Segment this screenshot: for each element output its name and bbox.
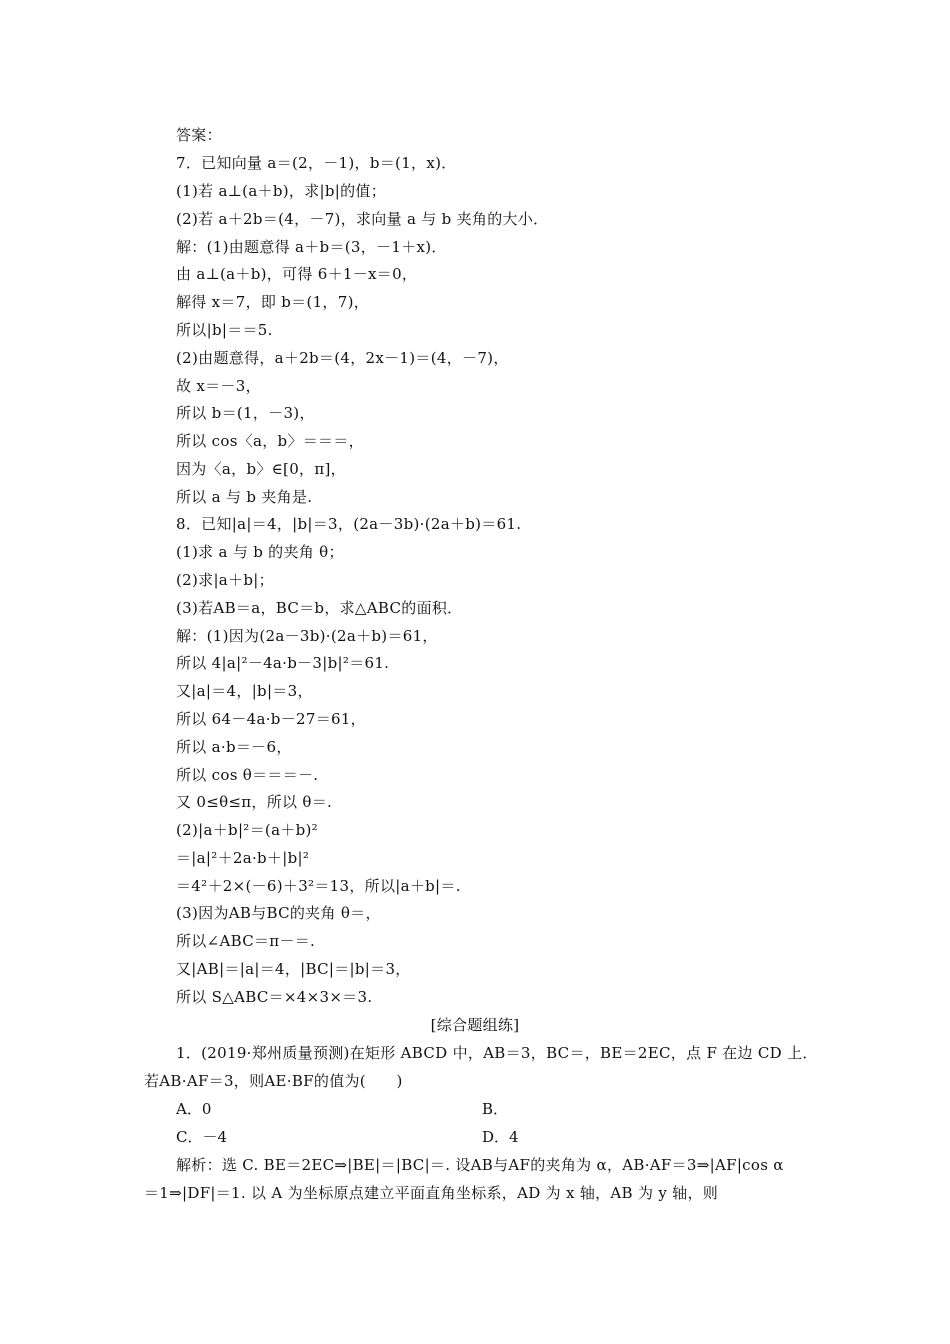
solution-line: 所以 S△ABC＝×4×3×＝3. (176, 988, 373, 1006)
option-c: C．－4 (176, 1128, 228, 1146)
problem-8-part-1: (1)求 a 与 b 的夹角 θ； (176, 543, 344, 561)
solution-line: 所以∠ABC＝π－＝. (176, 932, 316, 950)
solution-line: 又|AB|＝|a|＝4，|BC|＝|b|＝3， (176, 960, 411, 978)
problem-7-part-1: (1)若 a⊥(a＋b)，求|b|的值； (176, 182, 387, 200)
solution-line: ＝4²＋2×(－6)＋3²＝13，所以|a＋b|＝. (176, 877, 461, 895)
solution-line: ＝|a|²＋2a·b＋|b|² (176, 849, 310, 867)
problem-8-statement: 8．已知|a|＝4，|b|＝3，(2a－3b)·(2a＋b)＝61. (176, 515, 522, 533)
solution-line: 因为〈a，b〉∈[0，π]， (176, 460, 346, 478)
solution-line: 解：(1)因为(2a－3b)·(2a＋b)＝61， (176, 627, 438, 645)
option-b: B． (482, 1100, 509, 1118)
solution-line: 所以 a·b＝－6， (176, 738, 292, 756)
question-1-line-1: 1．(2019·郑州质量预测)在矩形 ABCD 中，AB＝3，BC＝，BE＝2EC，点 F 在边 CD 上． (176, 1044, 818, 1062)
option-d: D．4 (482, 1128, 519, 1146)
solution-line: 解：(1)由题意得 a＋b＝(3，－1＋x)． (176, 238, 447, 256)
analysis-line-1: 解析：选 C. BE＝2EC⇒|BE|＝|BC|＝. 设AB与AF的夹角为 α，AB·AF＝3⇒|AF|cos α (176, 1156, 784, 1174)
problem-8-part-3: (3)若AB＝a，BC＝b，求△ABC的面积． (176, 599, 463, 617)
problem-7-part-2: (2)若 a＋2b＝(4，－7)，求向量 a 与 b 夹角的大小． (176, 210, 549, 228)
solution-line: (2)由题意得，a＋2b＝(4，2x－1)＝(4，－7)， (176, 349, 509, 367)
solution-line: 所以 cos θ＝＝＝－. (176, 766, 319, 784)
solution-line: 所以 cos〈a，b〉＝＝＝， (176, 432, 364, 450)
option-a: A．0 (176, 1100, 212, 1118)
question-1-line-2: 若AB·AF＝3，则AE·BF的值为( ) (144, 1072, 403, 1090)
section-title: [综合题组练] (430, 1016, 520, 1034)
solution-line: 所以 a 与 b 夹角是. (176, 488, 313, 506)
problem-7-statement: 7．已知向量 a＝(2，－1)，b＝(1，x)． (176, 154, 457, 172)
solution-line: 所以 64－4a·b－27＝61， (176, 710, 366, 728)
solution-line: 所以 4|a|²－4a·b－3|b|²＝61. (176, 654, 390, 672)
solution-line: 所以 b＝(1，－3)， (176, 404, 315, 422)
solution-line: (3)因为AB与BC的夹角 θ＝， (176, 904, 381, 922)
solution-line: 又 0≤θ≤π，所以 θ＝. (176, 793, 333, 811)
problem-8-part-2: (2)求|a＋b|； (176, 571, 274, 589)
solution-line: 解得 x＝7，即 b＝(1，7)， (176, 293, 370, 311)
solution-line: 由 a⊥(a＋b)，可得 6＋1－x＝0， (176, 265, 418, 283)
answer-heading: 答案： (176, 126, 222, 144)
analysis-line-2: ＝1⇒|DF|＝1. 以 A 为坐标原点建立平面直角坐标系，AD 为 x 轴，AB 为 y 轴，则 (144, 1184, 719, 1202)
solution-line: (2)|a＋b|²＝(a＋b)² (176, 821, 318, 839)
solution-line: 所以|b|＝＝5. (176, 321, 273, 339)
solution-line: 又|a|＝4，|b|＝3， (176, 682, 313, 700)
solution-line: 故 x＝－3， (176, 377, 261, 395)
